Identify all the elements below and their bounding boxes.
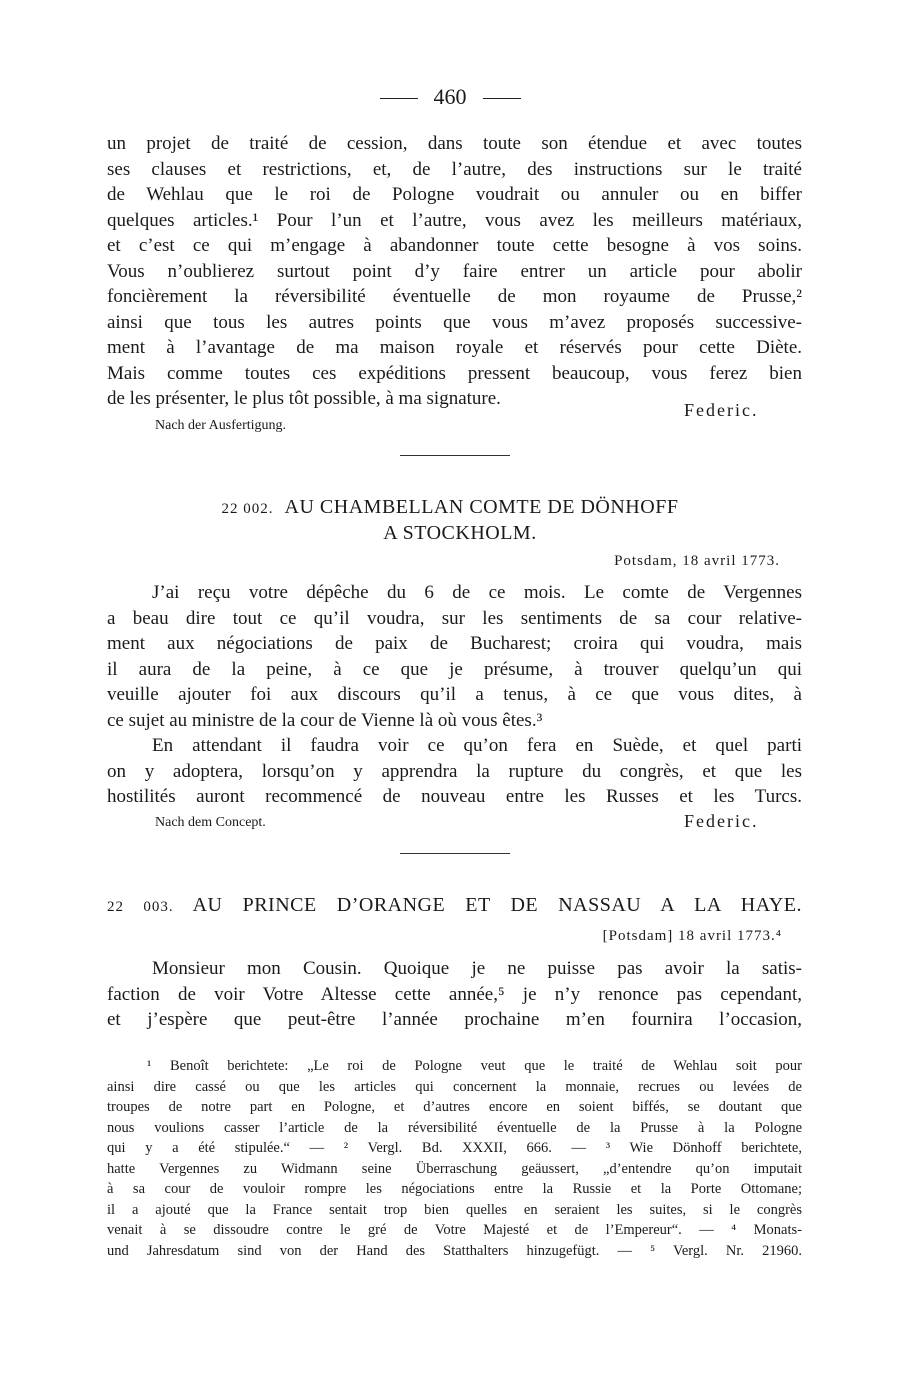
letter-dateline: [603, 928, 782, 945]
dateline-date: 18 avril 1773.⁴: [678, 928, 782, 944]
footnote-line: nous voulions casser l’article de la réversibilité éventuelle de la Prusse à la Pologne: [107, 1119, 802, 1136]
footnotes: [107, 1056, 802, 1261]
letter-dateline: [614, 553, 780, 570]
source-note: Nach der Ausfertigung.: [155, 418, 287, 433]
letter-heading-place: A STOCKHOLM.: [383, 522, 537, 544]
dateline-place: [Potsdam]: [602, 928, 674, 944]
text-line: il aura de la peine, à ce que je présume, à trouver quelqu’un qui: [107, 658, 802, 680]
dateline-place: Potsdam,: [614, 553, 678, 569]
text-line: et j’espère que peut-être l’année prochaine m’en fournira l’occasion,: [107, 1009, 802, 1030]
text-line: on y adoptera, lorsqu’on y apprendra la rupture du congrès, et que les: [107, 760, 802, 782]
text-line: J’ai reçu votre dépêche du 6 de ce mois. Le comte de Vergennes: [152, 582, 802, 603]
footnote-line: ainsi dire cassé ou que les articles qui concernent la monnaie, recrues ou levées de: [107, 1078, 802, 1095]
footnote-line: troupes de notre part en Pologne, et d’autres encore en soient biffés, se doutant que: [107, 1099, 802, 1115]
header-dash-right: [483, 98, 521, 99]
letter-body: [107, 580, 802, 810]
letter-number: 22 002.: [221, 501, 274, 517]
text-line: quelques articles.¹ Pour l’un et l’autre, vous avez les meilleurs matériaux,: [107, 209, 802, 231]
footnote-line: und Jahresdatum sind von der Hand des Statthalters hinzugefügt. — ⁵ Vergl. Nr. 21960.: [107, 1242, 802, 1259]
text-line: hostilités auront recommencé de nouveau entre les Russes et les Turcs.: [107, 786, 802, 807]
page-number-header: [0, 84, 900, 110]
text-line: En attendant il faudra voir ce qu’on fera en Suède, et quel parti: [152, 735, 802, 756]
text-line: foncièrement la réversibilité éventuelle de mon royaume de Prusse,²: [107, 286, 802, 307]
text-line: de Wehlau que le roi de Pologne voudrait ou annuler ou en biffer: [107, 184, 802, 205]
text-line: ment à l’avantage de ma maison royale et réservés pour cette Diète.: [107, 337, 802, 358]
text-line: a beau dire tout ce qu’il voudra, sur les sentiments de sa cour relative-: [107, 607, 802, 629]
text-line: Monsieur mon Cousin. Quoique je ne puisse pas avoir la satis-: [152, 958, 802, 979]
text-line: et c’est ce qui m’engage à abandonner toute cette besogne à vos soins.: [107, 235, 802, 256]
signature: Federic.: [684, 811, 759, 831]
text-line: un projet de traité de cession, dans toute son étendue et avec toutes: [107, 133, 802, 154]
text-line: ce sujet au ministre de la cour de Vienne là où vous êtes.³: [107, 709, 543, 731]
letter-heading: [0, 496, 900, 519]
footnote-line: il a ajouté que la France sentait trop bien quelles en seraient les suites, si le congrès: [107, 1201, 802, 1218]
letter-recipient: AU PRINCE D’ORANGE ET DE NASSAU A LA HAYE.: [192, 894, 803, 916]
text-line: ainsi que tous les autres points que vous m’avez proposés successive-: [107, 311, 802, 333]
letter-heading: [107, 894, 802, 917]
page-number: 460: [433, 84, 467, 109]
section-divider: [400, 455, 510, 456]
letter-body: [107, 956, 802, 1033]
footnote-line: ¹ Benoît berichtete: „Le roi de Pologne veut que le traité de Wehlau soit pour: [147, 1058, 802, 1074]
header-dash-left: [380, 98, 418, 99]
dateline-date: 18 avril 1773.: [682, 553, 780, 569]
text-line: de les présenter, le plus tôt possible, à ma signature.: [107, 388, 501, 409]
footnote-line: venait à se dissoudre contre le gré de Votre Majesté et de l’Empereur“. — ⁴ Monats-: [107, 1222, 802, 1238]
text-line: veuille ajouter foi aux discours qu’il a tenus, à ce que vous dites, à: [107, 684, 802, 705]
footnote-line: qui y a été stipulée.“ — ² Vergl. Bd. XXXII, 666. — ³ Wie Dönhoff berichtete,: [107, 1140, 802, 1156]
text-line: Mais comme toutes ces expéditions pressent beaucoup, vous ferez bien: [107, 362, 802, 384]
footnote-line: à sa cour de vouloir rompre les négociations entre la Russie et la Porte Ottomane;: [107, 1181, 802, 1197]
text-line: ment aux négociations de paix de Bucharest; croira qui voudra, mais: [107, 633, 802, 654]
letter-number: 22 003.: [107, 899, 174, 915]
source-note: Nach dem Concept.: [155, 815, 266, 830]
signature: Federic.: [684, 400, 759, 420]
letter-recipient: AU CHAMBELLAN COMTE DE DÖNHOFF: [284, 496, 679, 518]
top-section-text: [107, 131, 802, 412]
text-line: Vous n’oublierez surtout point d’y faire entrer un article pour abolir: [107, 260, 802, 282]
text-line: ses clauses et restrictions, et, de l’autre, des instructions sur le traité: [107, 158, 802, 180]
footnote-line: hatte Vergennes zu Widmann seine Überraschung geäussert, „d’entendre qu’on imputait: [107, 1160, 802, 1177]
section-divider: [400, 853, 510, 854]
text-line: faction de voir Votre Altesse cette année,⁵ je n’y renonce pas cependant,: [107, 983, 802, 1005]
